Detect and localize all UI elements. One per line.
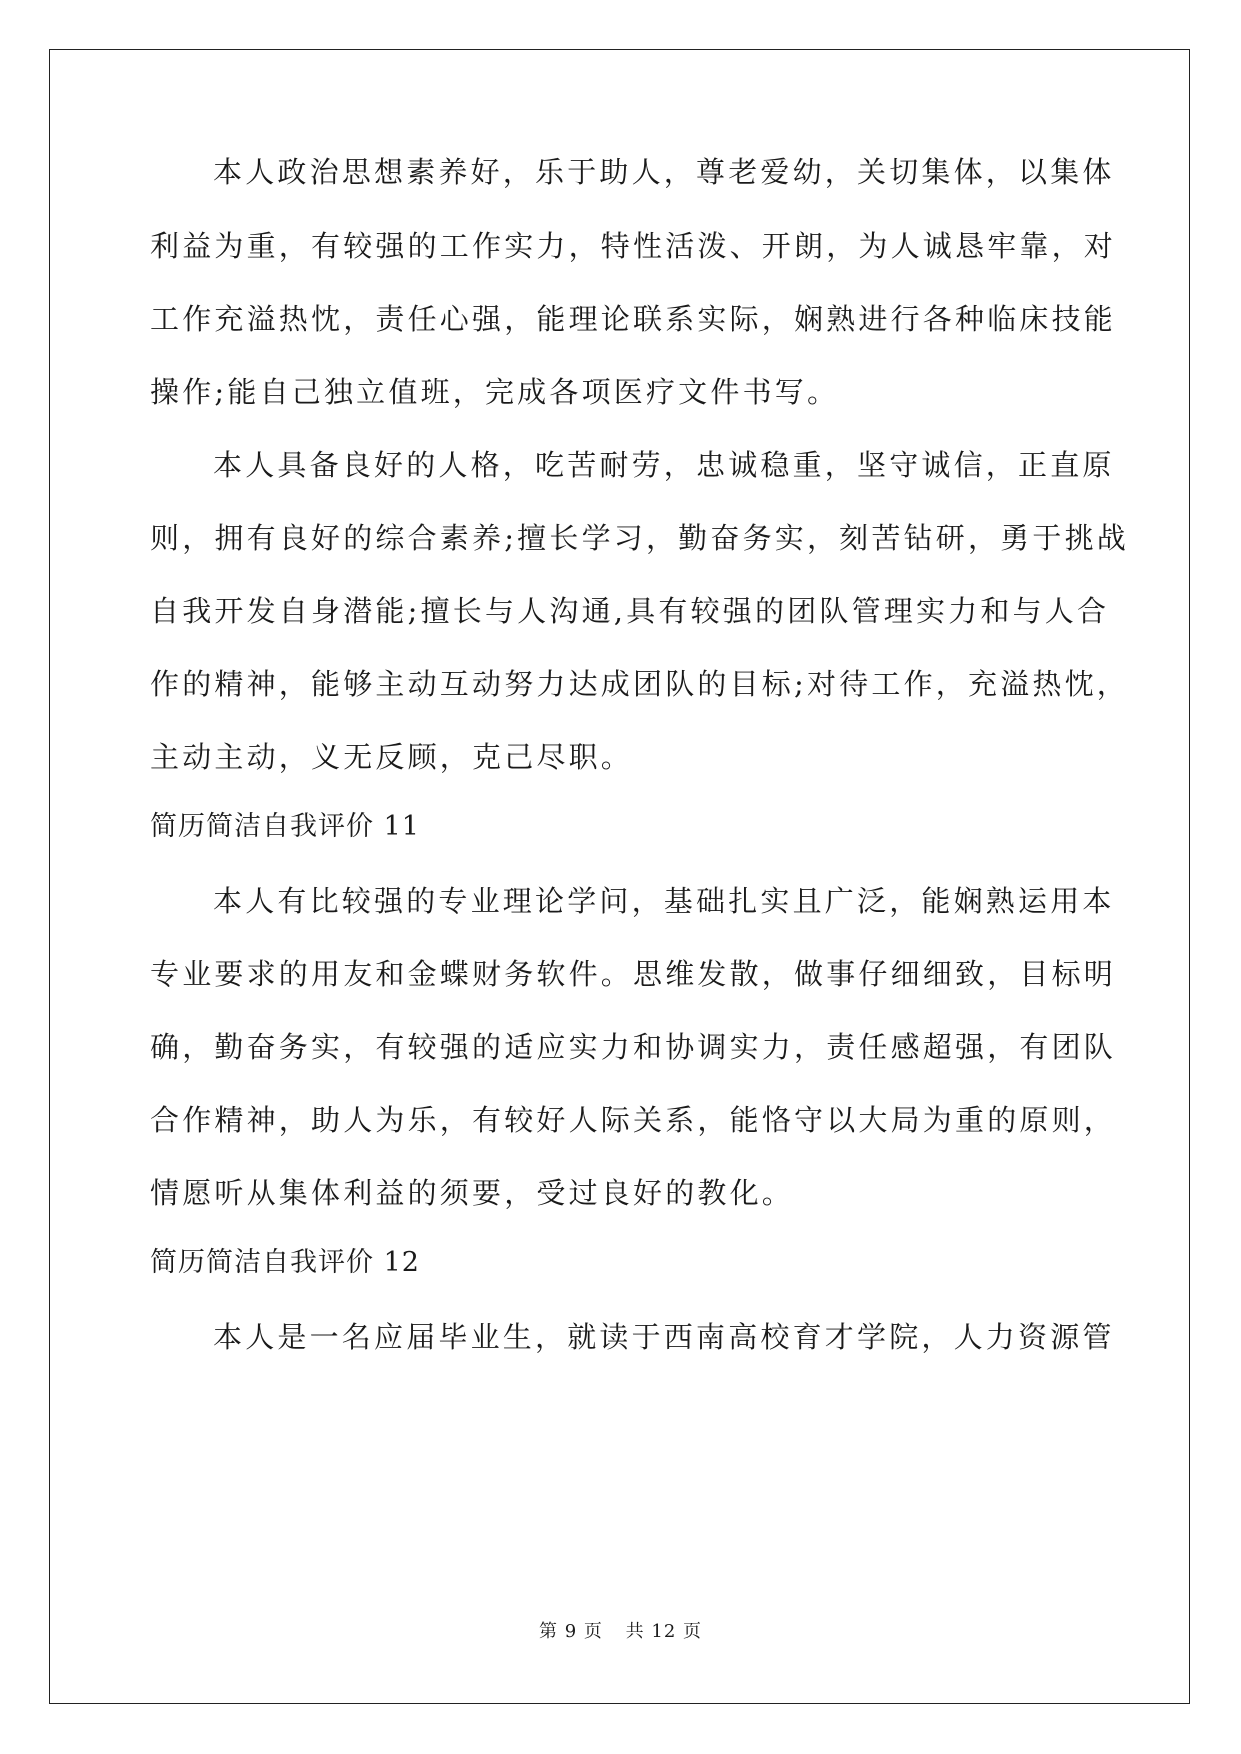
page-total: 共 12 页 [625,1621,702,1642]
paragraph-2-line-1: 本人具备良好的人格，吃苦耐劳，忠诚稳重，坚守诚信，正直原 [213,448,1115,482]
page-border [49,49,1190,1704]
page-number: 第 9 页 [539,1621,603,1642]
paragraph-2-line-4: 作的精神，能够主动互动努力达成团队的目标;对待工作，充溢热忱， [150,667,1129,701]
paragraph-3-line-5: 情愿听从集体利益的须要，受过良好的教化。 [150,1176,795,1210]
paragraph-3-line-4: 合作精神，助人为乐，有较好人际关系，能恪守以大局为重的原则， [150,1103,1117,1137]
paragraph-4-line-1: 本人是一名应届毕业生，就读于西南高校育才学院，人力资源管 [213,1320,1115,1354]
paragraph-1-line-3: 工作充溢热忱，责任心强，能理论联系实际，娴熟进行各种临床技能 [150,302,1117,336]
page-footer [0,1617,1241,1643]
section-heading-11: 简历简洁自我评价 11 [150,811,420,842]
paragraph-3-line-3: 确，勤奋务实，有较强的适应实力和协调实力，责任感超强，有团队 [150,1030,1117,1064]
paragraph-1-line-1: 本人政治思想素养好，乐于助人，尊老爱幼，关切集体，以集体 [213,155,1115,189]
paragraph-1-line-2: 利益为重，有较强的工作实力，特性活泼、开朗，为人诚恳牢靠，对 [150,229,1117,263]
paragraph-2-line-2: 则，拥有良好的综合素养;擅长学习，勤奋务实，刻苦钻研，勇于挑战 [150,521,1129,555]
paragraph-1-line-4: 操作;能自己独立值班，完成各项医疗文件书写。 [150,375,840,409]
section-heading-12: 简历简洁自我评价 12 [150,1247,420,1278]
paragraph-3-line-1: 本人有比较强的专业理论学问，基础扎实且广泛，能娴熟运用本 [213,884,1115,918]
paragraph-3-line-2: 专业要求的用友和金蝶财务软件。思维发散，做事仔细细致，目标明 [150,957,1117,991]
paragraph-2-line-3: 自我开发自身潜能;擅长与人沟通,具有较强的团队管理实力和与人合 [150,594,1110,628]
paragraph-2-line-5: 主动主动，义无反顾，克己尽职。 [150,740,634,774]
